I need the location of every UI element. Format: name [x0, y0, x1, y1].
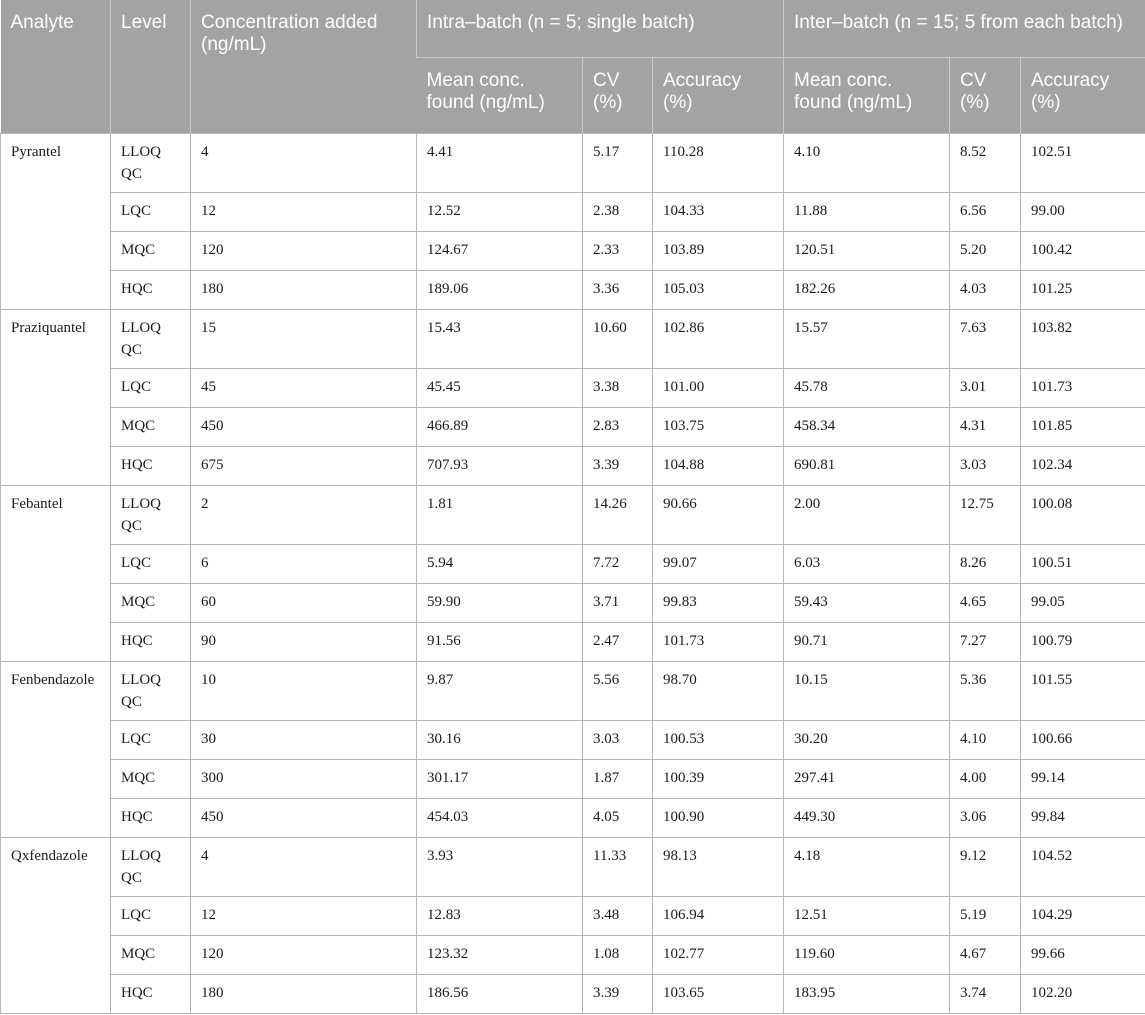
intra-mean-cell: 186.56: [417, 975, 583, 1014]
level-cell: MQC: [111, 584, 191, 623]
inter-mean-cell: 4.18: [784, 838, 950, 897]
inter-cv-cell: 12.75: [950, 486, 1021, 545]
intra-mean-cell: 454.03: [417, 799, 583, 838]
inter-accuracy-cell: 99.05: [1021, 584, 1145, 623]
intra-cv-cell: 14.26: [583, 486, 653, 545]
intra-mean-cell: 466.89: [417, 408, 583, 447]
inter-mean-cell: 2.00: [784, 486, 950, 545]
intra-cv-cell: 1.87: [583, 760, 653, 799]
concentration-cell: 4: [191, 134, 417, 193]
intra-cv-cell: 3.03: [583, 721, 653, 760]
inter-mean-cell: 30.20: [784, 721, 950, 760]
inter-accuracy-cell: 104.52: [1021, 838, 1145, 897]
level-cell: HQC: [111, 799, 191, 838]
intra-accuracy-cell: 110.28: [653, 134, 784, 193]
inter-cv-cell: 6.56: [950, 193, 1021, 232]
inter-cv-cell: 8.52: [950, 134, 1021, 193]
level-cell: HQC: [111, 447, 191, 486]
concentration-cell: 12: [191, 193, 417, 232]
header-intra-batch: Intra–batch (n = 5; single batch): [417, 0, 784, 58]
concentration-cell: 120: [191, 936, 417, 975]
concentration-cell: 2: [191, 486, 417, 545]
intra-accuracy-cell: 90.66: [653, 486, 784, 545]
inter-mean-cell: 90.71: [784, 623, 950, 662]
concentration-cell: 4: [191, 838, 417, 897]
inter-accuracy-cell: 100.51: [1021, 545, 1145, 584]
concentration-cell: 15: [191, 310, 417, 369]
header-intra-mean: Mean conc. found (ng/mL): [417, 58, 583, 134]
intra-cv-cell: 3.48: [583, 897, 653, 936]
intra-accuracy-cell: 105.03: [653, 271, 784, 310]
intra-cv-cell: 3.36: [583, 271, 653, 310]
table-row: [1, 408, 1145, 447]
inter-cv-cell: 4.31: [950, 408, 1021, 447]
intra-cv-cell: 2.38: [583, 193, 653, 232]
level-cell: MQC: [111, 760, 191, 799]
intra-accuracy-cell: 102.77: [653, 936, 784, 975]
intra-mean-cell: 59.90: [417, 584, 583, 623]
analyte-cell: Fenbendazole: [1, 662, 111, 838]
table-row: [1, 486, 1145, 545]
intra-cv-cell: 3.39: [583, 975, 653, 1014]
analyte-cell: Febantel: [1, 486, 111, 662]
intra-accuracy-cell: 101.73: [653, 623, 784, 662]
intra-cv-cell: 3.71: [583, 584, 653, 623]
intra-cv-cell: 5.56: [583, 662, 653, 721]
header-level: Level: [111, 0, 191, 134]
inter-accuracy-cell: 104.29: [1021, 897, 1145, 936]
inter-accuracy-cell: 102.20: [1021, 975, 1145, 1014]
intra-accuracy-cell: 101.00: [653, 369, 784, 408]
intra-cv-cell: 2.83: [583, 408, 653, 447]
inter-mean-cell: 297.41: [784, 760, 950, 799]
intra-mean-cell: 123.32: [417, 936, 583, 975]
intra-cv-cell: 11.33: [583, 838, 653, 897]
concentration-cell: 180: [191, 271, 417, 310]
table-row: [1, 545, 1145, 584]
inter-accuracy-cell: 99.14: [1021, 760, 1145, 799]
inter-cv-cell: 4.65: [950, 584, 1021, 623]
level-cell: HQC: [111, 975, 191, 1014]
inter-cv-cell: 4.67: [950, 936, 1021, 975]
inter-cv-cell: 4.00: [950, 760, 1021, 799]
level-cell: HQC: [111, 623, 191, 662]
intra-accuracy-cell: 103.65: [653, 975, 784, 1014]
inter-cv-cell: 7.63: [950, 310, 1021, 369]
intra-accuracy-cell: 98.13: [653, 838, 784, 897]
table-row: [1, 232, 1145, 271]
concentration-cell: 90: [191, 623, 417, 662]
intra-mean-cell: 124.67: [417, 232, 583, 271]
inter-cv-cell: 3.03: [950, 447, 1021, 486]
concentration-cell: 45: [191, 369, 417, 408]
inter-accuracy-cell: 102.34: [1021, 447, 1145, 486]
level-cell: LQC: [111, 545, 191, 584]
inter-cv-cell: 5.19: [950, 897, 1021, 936]
inter-mean-cell: 12.51: [784, 897, 950, 936]
header-concentration: Concentration added (ng/mL): [191, 0, 417, 134]
table-header: [1, 0, 1145, 134]
intra-mean-cell: 1.81: [417, 486, 583, 545]
level-cell: LQC: [111, 721, 191, 760]
intra-cv-cell: 3.38: [583, 369, 653, 408]
header-intra-accuracy: Accuracy (%): [653, 58, 784, 134]
inter-accuracy-cell: 101.25: [1021, 271, 1145, 310]
intra-accuracy-cell: 100.39: [653, 760, 784, 799]
concentration-cell: 450: [191, 408, 417, 447]
header-inter-mean: Mean conc. found (ng/mL): [784, 58, 950, 134]
intra-mean-cell: 91.56: [417, 623, 583, 662]
level-cell: LLOQ QC: [111, 134, 191, 193]
intra-cv-cell: 2.33: [583, 232, 653, 271]
table-row: [1, 897, 1145, 936]
level-cell: MQC: [111, 936, 191, 975]
analyte-cell: Praziquantel: [1, 310, 111, 486]
header-analyte: Analyte: [1, 0, 111, 134]
level-cell: LLOQ QC: [111, 662, 191, 721]
header-inter-cv: CV (%): [950, 58, 1021, 134]
intra-accuracy-cell: 100.90: [653, 799, 784, 838]
intra-mean-cell: 189.06: [417, 271, 583, 310]
inter-cv-cell: 4.03: [950, 271, 1021, 310]
inter-cv-cell: 3.01: [950, 369, 1021, 408]
inter-mean-cell: 6.03: [784, 545, 950, 584]
intra-mean-cell: 9.87: [417, 662, 583, 721]
intra-cv-cell: 1.08: [583, 936, 653, 975]
intra-accuracy-cell: 99.07: [653, 545, 784, 584]
inter-cv-cell: 5.36: [950, 662, 1021, 721]
inter-accuracy-cell: 100.42: [1021, 232, 1145, 271]
inter-mean-cell: 15.57: [784, 310, 950, 369]
concentration-cell: 10: [191, 662, 417, 721]
intra-accuracy-cell: 103.89: [653, 232, 784, 271]
intra-accuracy-cell: 104.88: [653, 447, 784, 486]
header-inter-accuracy: Accuracy (%): [1021, 58, 1145, 134]
inter-mean-cell: 45.78: [784, 369, 950, 408]
level-cell: LQC: [111, 369, 191, 408]
intra-mean-cell: 4.41: [417, 134, 583, 193]
inter-mean-cell: 458.34: [784, 408, 950, 447]
intra-accuracy-cell: 100.53: [653, 721, 784, 760]
concentration-cell: 120: [191, 232, 417, 271]
table-row: [1, 310, 1145, 369]
inter-mean-cell: 690.81: [784, 447, 950, 486]
level-cell: LQC: [111, 193, 191, 232]
table-row: [1, 838, 1145, 897]
intra-accuracy-cell: 104.33: [653, 193, 784, 232]
inter-mean-cell: 11.88: [784, 193, 950, 232]
table-row: [1, 623, 1145, 662]
table-row: [1, 975, 1145, 1014]
inter-accuracy-cell: 99.00: [1021, 193, 1145, 232]
level-cell: MQC: [111, 232, 191, 271]
inter-mean-cell: 182.26: [784, 271, 950, 310]
header-inter-batch: Inter–batch (n = 15; 5 from each batch): [784, 0, 1145, 58]
table-row: [1, 369, 1145, 408]
intra-cv-cell: 2.47: [583, 623, 653, 662]
table-row: [1, 799, 1145, 838]
concentration-cell: 30: [191, 721, 417, 760]
intra-mean-cell: 12.52: [417, 193, 583, 232]
level-cell: LLOQ QC: [111, 310, 191, 369]
intra-cv-cell: 4.05: [583, 799, 653, 838]
intra-mean-cell: 12.83: [417, 897, 583, 936]
inter-cv-cell: 7.27: [950, 623, 1021, 662]
inter-accuracy-cell: 99.66: [1021, 936, 1145, 975]
table-row: [1, 447, 1145, 486]
level-cell: MQC: [111, 408, 191, 447]
header-intra-cv: CV (%): [583, 58, 653, 134]
table-body: [1, 134, 1145, 1014]
table-row: [1, 584, 1145, 623]
level-cell: HQC: [111, 271, 191, 310]
intra-accuracy-cell: 99.83: [653, 584, 784, 623]
table-row: [1, 271, 1145, 310]
intra-mean-cell: 301.17: [417, 760, 583, 799]
inter-mean-cell: 183.95: [784, 975, 950, 1014]
inter-mean-cell: 10.15: [784, 662, 950, 721]
inter-cv-cell: 9.12: [950, 838, 1021, 897]
inter-accuracy-cell: 102.51: [1021, 134, 1145, 193]
intra-mean-cell: 707.93: [417, 447, 583, 486]
inter-accuracy-cell: 100.66: [1021, 721, 1145, 760]
analyte-cell: Qxfendazole: [1, 838, 111, 1014]
concentration-cell: 6: [191, 545, 417, 584]
level-cell: LQC: [111, 897, 191, 936]
level-cell: LLOQ QC: [111, 486, 191, 545]
analyte-cell: Pyrantel: [1, 134, 111, 310]
inter-cv-cell: 3.74: [950, 975, 1021, 1014]
concentration-cell: 450: [191, 799, 417, 838]
inter-cv-cell: 3.06: [950, 799, 1021, 838]
table-row: [1, 760, 1145, 799]
intra-cv-cell: 3.39: [583, 447, 653, 486]
inter-accuracy-cell: 100.79: [1021, 623, 1145, 662]
intra-cv-cell: 5.17: [583, 134, 653, 193]
concentration-cell: 300: [191, 760, 417, 799]
table-row: [1, 193, 1145, 232]
table-row: [1, 662, 1145, 721]
inter-cv-cell: 8.26: [950, 545, 1021, 584]
inter-mean-cell: 119.60: [784, 936, 950, 975]
concentration-cell: 675: [191, 447, 417, 486]
intra-accuracy-cell: 106.94: [653, 897, 784, 936]
inter-mean-cell: 59.43: [784, 584, 950, 623]
inter-cv-cell: 5.20: [950, 232, 1021, 271]
intra-mean-cell: 3.93: [417, 838, 583, 897]
table-row: [1, 721, 1145, 760]
inter-accuracy-cell: 101.85: [1021, 408, 1145, 447]
inter-accuracy-cell: 100.08: [1021, 486, 1145, 545]
intra-mean-cell: 5.94: [417, 545, 583, 584]
inter-accuracy-cell: 101.55: [1021, 662, 1145, 721]
intra-mean-cell: 15.43: [417, 310, 583, 369]
table-row: [1, 936, 1145, 975]
inter-mean-cell: 449.30: [784, 799, 950, 838]
intra-cv-cell: 10.60: [583, 310, 653, 369]
inter-accuracy-cell: 103.82: [1021, 310, 1145, 369]
inter-accuracy-cell: 99.84: [1021, 799, 1145, 838]
intra-accuracy-cell: 103.75: [653, 408, 784, 447]
inter-accuracy-cell: 101.73: [1021, 369, 1145, 408]
intra-accuracy-cell: 102.86: [653, 310, 784, 369]
intra-accuracy-cell: 98.70: [653, 662, 784, 721]
level-cell: LLOQ QC: [111, 838, 191, 897]
table-row: [1, 134, 1145, 193]
concentration-cell: 12: [191, 897, 417, 936]
inter-mean-cell: 120.51: [784, 232, 950, 271]
concentration-cell: 60: [191, 584, 417, 623]
concentration-cell: 180: [191, 975, 417, 1014]
intra-mean-cell: 45.45: [417, 369, 583, 408]
intra-mean-cell: 30.16: [417, 721, 583, 760]
inter-cv-cell: 4.10: [950, 721, 1021, 760]
intra-cv-cell: 7.72: [583, 545, 653, 584]
inter-mean-cell: 4.10: [784, 134, 950, 193]
